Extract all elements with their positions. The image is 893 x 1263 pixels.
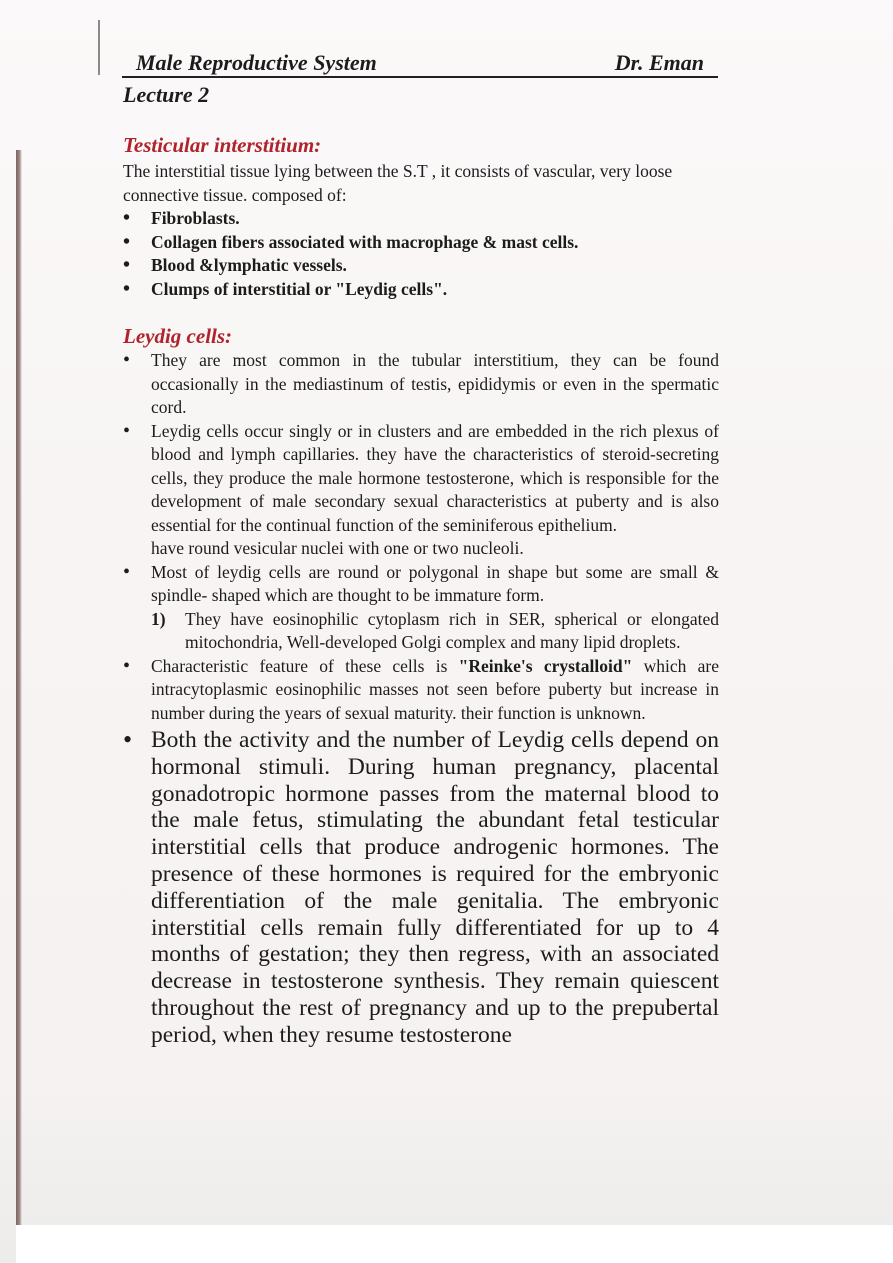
list-item: • Both the activity and the number of Leydig cells depend on hormonal stimuli. During human pregnancy, placental gonadotropic hormone passes from the maternal blood to the male fetus, stimulating the abundant fetal testicular interstitial cells that produce androgenic hormones. The presence of these hormones is required for the embryonic differentiation of the male genitalia. The embryonic interstitial cells remain fully differentiated for up to 4 months of gestation; they then regress, with an associated decrease in testosterone synthesis. They remain quiescent throughout the rest of pregnancy and up to the prepubertal period, when they resume testosterone bbox=[123, 727, 719, 1049]
reinke-term: "Reinke's crystalloid" bbox=[458, 655, 633, 676]
list-item: • They are most common in the tubular interstitium, they can be found occasionally in the mediastinum of testis, epididymis or even in the spermatic cord. bbox=[123, 349, 719, 420]
list-item: • Collagen fibers associated with macrophage & mast cells. bbox=[123, 231, 719, 255]
list-item bbox=[123, 655, 719, 726]
list-item: • Leydig cells occur singly or in clusters and are embedded in the rich plexus of blood and lymph capillaries. they have the characteristics of steroid-secreting cells, they produce the male hormone testosterone, which is responsible for the development of male secondary sexual characteristics at puberty and is also essential for the continual function of the seminiferous epithelium. bbox=[123, 420, 719, 538]
reinke-pre: Characteristic feature of these cells is bbox=[151, 655, 459, 676]
leydig-list bbox=[123, 349, 719, 537]
list-item: • Clumps of interstitial or "Leydig cells". bbox=[123, 278, 719, 302]
numbered-item bbox=[151, 608, 719, 655]
header-author: Dr. Eman bbox=[614, 50, 704, 75]
leydig-list-cont2 bbox=[123, 655, 719, 1049]
list-item: • Most of leydig cells are round or polygonal in shape but some are small & spindle- shaped which are thought to be immature form. bbox=[123, 561, 719, 608]
nuclei-note: have round vesicular nuclei with one or two nucleoli. bbox=[151, 538, 524, 558]
interstitium-list bbox=[123, 207, 719, 301]
document-body bbox=[123, 132, 719, 1049]
scan-bottom-margin bbox=[16, 1225, 893, 1263]
reinke-post: which are intracytoplasmic eosinophilic masses not seen before puberty but increase in number during the years of sexual maturity. their function is unknown. bbox=[151, 655, 719, 723]
section-heading-interstitium: Testicular interstitium: bbox=[123, 133, 322, 157]
numbered-marker: 1) bbox=[151, 608, 166, 629]
scan-mark bbox=[98, 20, 100, 75]
scan-binding-edge bbox=[16, 150, 22, 1225]
list-item: • Fibroblasts. bbox=[123, 207, 719, 231]
numbered-text: They have eosinophilic cytoplasm rich in SER, spherical or elongated mitochondria, Well-developed Golgi complex and many lipid droplets. bbox=[185, 608, 719, 652]
page-header bbox=[122, 50, 718, 78]
leydig-list-cont bbox=[123, 561, 719, 608]
interstitium-intro: The interstitial tissue lying between the S.T , it consists of vascular, very loose connective tissue. composed of: bbox=[123, 161, 673, 205]
section-heading-leydig: Leydig cells: bbox=[123, 324, 233, 348]
lecture-label: Lecture 2 bbox=[123, 82, 210, 107]
header-title: Male Reproductive System bbox=[136, 50, 377, 75]
list-item: • Blood &lymphatic vessels. bbox=[123, 254, 719, 278]
